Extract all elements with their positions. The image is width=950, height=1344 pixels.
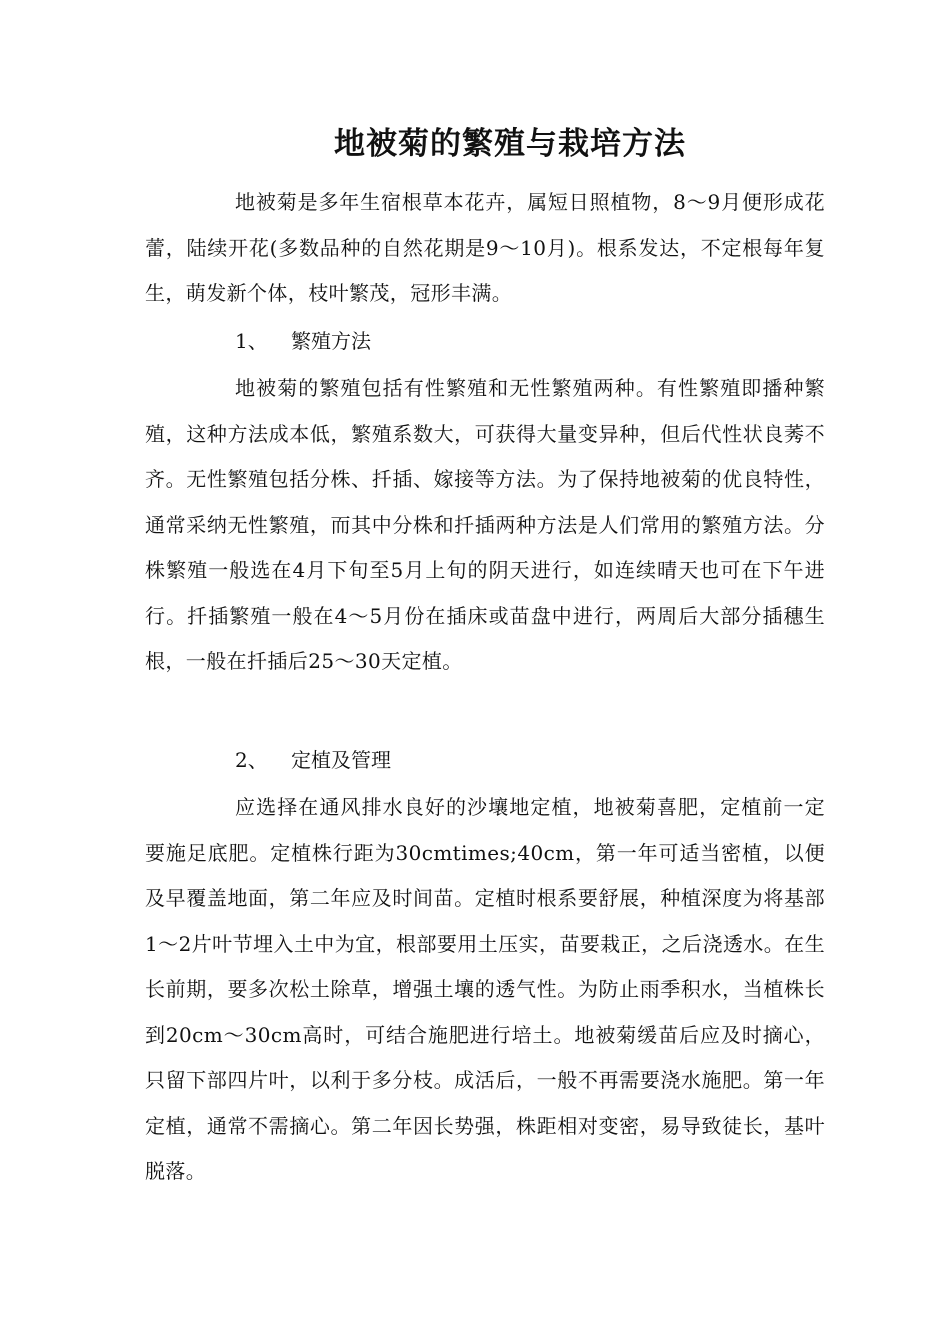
- intro-paragraph: 地被菊是多年生宿根草本花卉，属短日照植物，8～9月便形成花蕾，陆续开花(多数品种的自然花期是9～10月)。根系发达，不定根每年复生，萌发新个体，枝叶繁茂，冠形丰满。: [145, 190, 825, 305]
- planting-paragraph: 应选择在通风排水良好的沙壤地定植，地被菊喜肥，定植前一定要施足底肥。定植株行距为30cmtimes;40cm，第一年可适当密植，以便及早覆盖地面，第二年应及时间苗。定植时根系要舒展，种植深度为将基部1～2片叶节埋入土中为宜，根部要用土压实，苗要栽正，之后浇透水。在生长前期，要多次松土除草，增强土壤的透气性。为防止雨季积水，当植株长到20cm～30cm高时，可结合施肥进行培土。地被菊缓苗后应及时摘心，只留下部四片叶，以利于多分枝。成活后，一般不再需要浇水施肥。第一年定植，通常不需摘心。第二年因长势强，株距相对变密，易导致徒长，基叶脱落。: [145, 795, 825, 1183]
- section-number: 2、: [235, 748, 268, 772]
- section-number: 1、: [235, 329, 268, 353]
- propagation-paragraph: 地被菊的繁殖包括有性繁殖和无性繁殖两种。有性繁殖即播种繁殖，这种方法成本低，繁殖系数大，可获得大量变异种，但后代性状良莠不齐。无性繁殖包括分株、扦插、嫁接等方法。为了保持地被菊的优良特性，通常采纳无性繁殖，而其中分株和扦插两种方法是人们常用的繁殖方法。分株繁殖一般选在4月下旬至5月上旬的阴天进行，如连续晴天也可在下午进行。扦插繁殖一般在4～5月份在插床或苗盘中进行，两周后大部分插穗生根，一般在扦插后25～30天定植。: [145, 376, 825, 673]
- section-heading-propagation: [235, 319, 371, 365]
- document-title: 地被菊的繁殖与栽培方法: [334, 126, 686, 162]
- section-heading-planting: [235, 738, 391, 784]
- section-title: 定植及管理: [291, 748, 391, 772]
- section-title: 繁殖方法: [291, 329, 371, 353]
